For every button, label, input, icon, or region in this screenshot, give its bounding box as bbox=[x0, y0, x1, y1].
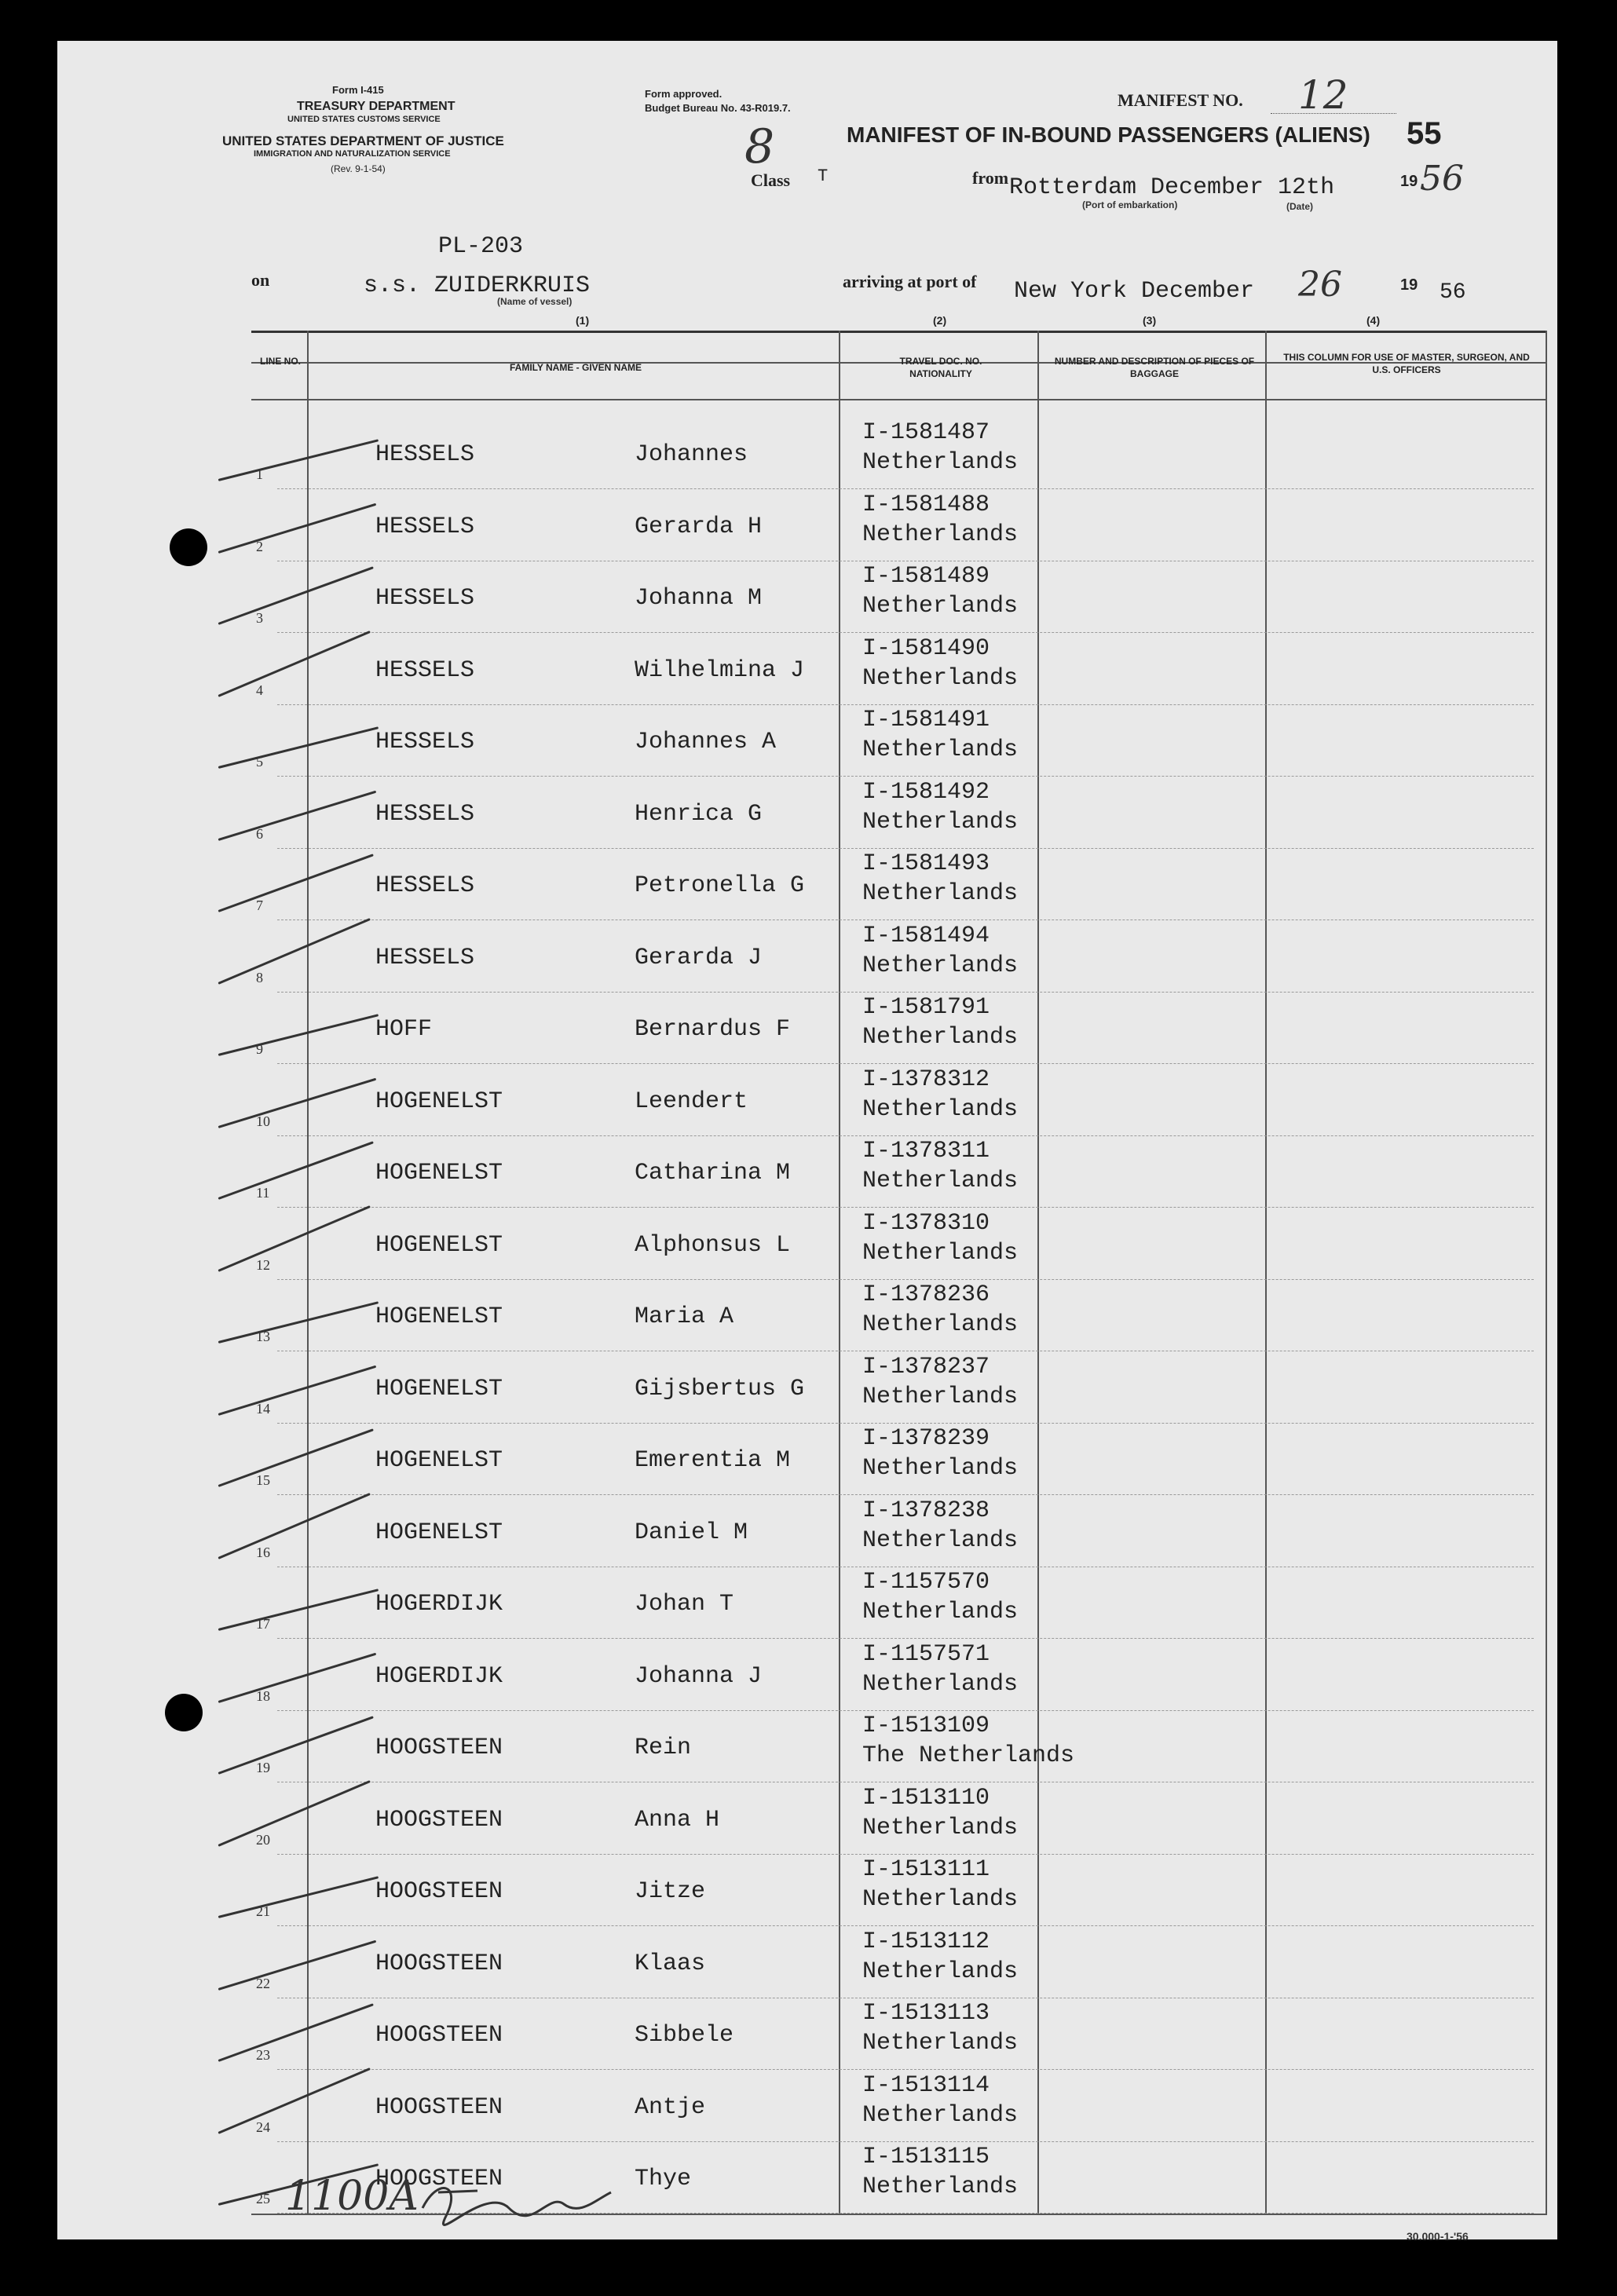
line-number: 24 bbox=[256, 2119, 270, 2135]
line-number: 16 bbox=[256, 1544, 270, 1560]
signature-scribble bbox=[415, 2169, 619, 2232]
line-number: 7 bbox=[256, 898, 263, 913]
from-value: Rotterdam December 12th bbox=[1009, 174, 1335, 201]
check-mark bbox=[218, 503, 377, 553]
travel-doc-cell bbox=[862, 1567, 1018, 1627]
nationality: Netherlands bbox=[862, 1526, 1019, 1554]
check-mark bbox=[218, 439, 379, 481]
given-name: Antje bbox=[635, 2093, 706, 2121]
line-number: 8 bbox=[256, 969, 263, 985]
check-mark bbox=[218, 631, 370, 697]
line-number: 4 bbox=[256, 682, 263, 698]
travel-doc-cell bbox=[862, 1136, 1018, 1196]
treasury-dept: TREASURY DEPARTMENT bbox=[297, 100, 455, 113]
line-number: 3 bbox=[256, 610, 263, 626]
passenger-row bbox=[57, 634, 1557, 706]
colhead-line-no: LINE NO. bbox=[259, 356, 301, 367]
nationality: Netherlands bbox=[862, 1311, 1019, 1338]
passenger-row bbox=[57, 705, 1557, 777]
arrival-year-prefix: 19 bbox=[1400, 276, 1418, 294]
check-mark bbox=[218, 726, 379, 769]
check-mark bbox=[218, 1428, 373, 1487]
line-number: 6 bbox=[256, 825, 263, 842]
given-name: Gerarda J bbox=[635, 944, 763, 971]
travel-doc-cell bbox=[862, 1280, 1018, 1340]
given-name: Alphonsus L bbox=[635, 1231, 791, 1259]
family-name: HESSELS bbox=[375, 944, 475, 971]
arrival-port: New York December bbox=[1014, 278, 1255, 305]
line-number: 21 bbox=[256, 1903, 270, 1919]
colhead-name: FAMILY NAME - GIVEN NAME bbox=[509, 362, 642, 373]
travel-doc-cell bbox=[862, 561, 1018, 621]
line-number: 20 bbox=[256, 1831, 270, 1848]
table-top-border bbox=[251, 331, 1547, 333]
family-name: HOFF bbox=[375, 1016, 433, 1043]
nationality: Netherlands bbox=[862, 1239, 1019, 1267]
passenger-row bbox=[57, 1640, 1557, 1712]
col3-num: (3) bbox=[1143, 314, 1157, 327]
line-number: 1 bbox=[256, 466, 263, 482]
class-value: T bbox=[818, 166, 829, 186]
family-name: HESSELS bbox=[375, 441, 475, 468]
travel-doc-cell bbox=[862, 1711, 1074, 1771]
check-mark bbox=[218, 1940, 377, 1990]
passenger-row bbox=[57, 490, 1557, 562]
travel-doc-cell bbox=[862, 921, 1018, 981]
nationality: Netherlands bbox=[862, 1455, 1019, 1482]
passenger-row bbox=[57, 993, 1557, 1065]
travel-doc-number: I-1157571 bbox=[862, 1640, 990, 1668]
family-name: HESSELS bbox=[375, 656, 475, 684]
passenger-row bbox=[57, 561, 1557, 634]
passenger-row bbox=[57, 1352, 1557, 1424]
family-name: HOGENELST bbox=[375, 1303, 503, 1330]
check-mark bbox=[218, 1493, 370, 1559]
family-name: HOGERDIJK bbox=[375, 1662, 503, 1690]
travel-doc-number: I-1513109 bbox=[862, 1713, 990, 1739]
vessel-name: s.s. ZUIDERKRUIS bbox=[364, 272, 591, 299]
family-name: HOOGSTEEN bbox=[375, 2022, 503, 2049]
check-mark bbox=[218, 1716, 373, 1775]
ins-service: IMMIGRATION AND NATURALIZATION SERVICE bbox=[254, 149, 451, 159]
check-mark bbox=[218, 1014, 379, 1056]
arrival-day: 26 bbox=[1298, 265, 1342, 305]
line-number: 19 bbox=[256, 1760, 270, 1775]
family-name: HOOGSTEEN bbox=[375, 2093, 503, 2121]
travel-doc-cell bbox=[862, 1640, 1018, 1699]
travel-doc-number: I-1581493 bbox=[862, 850, 990, 877]
given-name: Maria A bbox=[635, 1303, 734, 1330]
form-approved: Form approved. bbox=[645, 88, 723, 100]
colhead-travel-doc: TRAVEL DOC. NO. NATIONALITY bbox=[899, 356, 982, 379]
nationality: Netherlands bbox=[862, 2174, 1019, 2200]
revision: (Rev. 9-1-54) bbox=[331, 163, 386, 174]
check-mark bbox=[218, 1365, 377, 1415]
travel-doc-number: I-1378238 bbox=[862, 1497, 990, 1524]
nationality: Netherlands bbox=[862, 1024, 1019, 1051]
family-name: HOOGSTEEN bbox=[375, 1806, 503, 1834]
family-name: HESSELS bbox=[375, 800, 475, 828]
family-name: HOGENELST bbox=[375, 1519, 503, 1546]
class-label: Class bbox=[751, 170, 791, 190]
on-label: on bbox=[251, 270, 270, 290]
nationality: Netherlands bbox=[862, 1599, 1019, 1625]
travel-doc-cell bbox=[862, 418, 1018, 477]
passenger-row bbox=[57, 1496, 1557, 1568]
passenger-row bbox=[57, 849, 1557, 921]
check-mark bbox=[218, 1780, 370, 1847]
travel-doc-cell bbox=[862, 777, 1018, 837]
from-sub2: (Date) bbox=[1286, 201, 1314, 212]
nationality: Netherlands bbox=[862, 808, 1019, 835]
nationality: Netherlands bbox=[862, 1168, 1019, 1194]
passenger-row bbox=[57, 2071, 1557, 2143]
list-code: PL-203 bbox=[438, 233, 524, 260]
nationality: Netherlands bbox=[862, 1670, 1019, 1698]
given-name: Henrica G bbox=[635, 800, 763, 828]
passenger-row bbox=[57, 1065, 1557, 1137]
family-name: HOOGSTEEN bbox=[375, 2166, 503, 2192]
travel-doc-number: I-1378237 bbox=[862, 1353, 990, 1380]
travel-doc-number: I-1581489 bbox=[862, 563, 990, 590]
check-mark bbox=[218, 790, 377, 840]
family-name: HOGENELST bbox=[375, 1375, 503, 1402]
check-mark bbox=[218, 1301, 379, 1344]
travel-doc-cell bbox=[862, 1208, 1018, 1268]
family-name: HOOGSTEEN bbox=[375, 1878, 503, 1905]
travel-doc-cell bbox=[862, 2071, 1018, 2130]
family-name: HOGENELST bbox=[375, 1447, 503, 1474]
passenger-row bbox=[57, 1927, 1557, 1999]
nationality: Netherlands bbox=[862, 2101, 1019, 2129]
travel-doc-cell bbox=[862, 634, 1018, 693]
nationality: Netherlands bbox=[862, 2030, 1019, 2057]
given-name: Johanna M bbox=[635, 585, 763, 612]
colhead-baggage: NUMBER AND DESCRIPTION OF PIECES OF BAGGAGE bbox=[1054, 356, 1255, 379]
manifest-no-value: 12 bbox=[1298, 72, 1348, 118]
given-name: Catharina M bbox=[635, 1160, 791, 1186]
passenger-row bbox=[57, 2142, 1557, 2214]
travel-doc-number: I-1581491 bbox=[862, 707, 990, 733]
line-number: 2 bbox=[256, 538, 263, 554]
travel-doc-cell bbox=[862, 1927, 1018, 1987]
manifest-no-label: MANIFEST NO. bbox=[1118, 90, 1243, 110]
travel-doc-cell bbox=[862, 490, 1018, 550]
given-name: Johannes bbox=[635, 441, 748, 468]
arrival-year: 56 bbox=[1440, 280, 1466, 305]
line-number: 14 bbox=[256, 1400, 270, 1417]
travel-doc-number: I-1581487 bbox=[862, 419, 990, 446]
nationality: Netherlands bbox=[862, 449, 1019, 476]
check-mark bbox=[218, 2067, 370, 2134]
travel-doc-cell bbox=[862, 1998, 1018, 2058]
travel-doc-cell bbox=[862, 1065, 1018, 1124]
line-number: 9 bbox=[256, 1041, 263, 1057]
travel-doc-cell bbox=[862, 1496, 1018, 1556]
passenger-row bbox=[57, 1280, 1557, 1352]
given-name: Anna H bbox=[635, 1806, 720, 1834]
travel-doc-number: I-1513114 bbox=[862, 2071, 990, 2099]
travel-doc-number: I-1513110 bbox=[862, 1784, 990, 1812]
family-name: HOOGSTEEN bbox=[375, 1950, 503, 1977]
travel-doc-number: I-1378236 bbox=[862, 1281, 990, 1308]
justice-dept: UNITED STATES DEPARTMENT OF JUSTICE bbox=[222, 133, 504, 148]
given-name: Johan T bbox=[635, 1591, 734, 1618]
given-name: Jitze bbox=[635, 1878, 706, 1905]
travel-doc-cell bbox=[862, 1352, 1018, 1412]
given-name: Leendert bbox=[635, 1088, 748, 1115]
col4-num: (4) bbox=[1366, 314, 1381, 327]
passenger-row bbox=[57, 1136, 1557, 1208]
travel-doc-number: I-1513112 bbox=[862, 1928, 990, 1955]
given-name: Johannes A bbox=[635, 729, 777, 755]
given-name: Gijsbertus G bbox=[635, 1375, 805, 1402]
given-name: Johanna J bbox=[635, 1662, 763, 1690]
family-name: HOGENELST bbox=[375, 1088, 503, 1115]
line-number: 13 bbox=[256, 1329, 270, 1344]
travel-doc-number: I-1581488 bbox=[862, 491, 990, 518]
passenger-row bbox=[57, 1783, 1557, 1855]
passenger-row bbox=[57, 1567, 1557, 1640]
travel-doc-cell bbox=[862, 2142, 1018, 2202]
nationality: Netherlands bbox=[862, 1886, 1019, 1913]
travel-doc-number: I-1581490 bbox=[862, 634, 990, 662]
check-mark bbox=[218, 2003, 373, 2062]
nationality: Netherlands bbox=[862, 1095, 1019, 1123]
footer-code: 30.000-1-'56 bbox=[1407, 2230, 1469, 2243]
arriving-label: arriving at port of bbox=[843, 272, 977, 291]
customs-service: UNITED STATES CUSTOMS SERVICE bbox=[287, 115, 441, 124]
travel-doc-number: I-1581791 bbox=[862, 994, 990, 1021]
passenger-row bbox=[57, 1208, 1557, 1281]
given-name: Thye bbox=[635, 2166, 692, 2192]
family-name: HESSELS bbox=[375, 729, 475, 755]
line-number: 10 bbox=[256, 1113, 270, 1129]
nationality: Netherlands bbox=[862, 1814, 1019, 1841]
manifest-no-line bbox=[1271, 113, 1396, 114]
line-number: 25 bbox=[256, 2191, 270, 2206]
line-number: 23 bbox=[256, 2047, 270, 2063]
class-hand: 8 bbox=[744, 119, 775, 174]
manifest-page bbox=[57, 41, 1557, 2243]
passenger-row bbox=[57, 1855, 1557, 1927]
family-name: HOOGSTEEN bbox=[375, 1735, 503, 1761]
given-name: Gerarda H bbox=[635, 513, 763, 540]
travel-doc-cell bbox=[862, 1424, 1018, 1483]
travel-doc-number: I-1513115 bbox=[862, 2144, 990, 2170]
travel-doc-number: I-1581492 bbox=[862, 778, 990, 806]
check-mark bbox=[218, 1589, 379, 1631]
nationality: The Netherlands bbox=[862, 1742, 1075, 1769]
colhead-officers: THIS COLUMN FOR USE OF MASTER, SURGEON, AND U.S. OFFICERS bbox=[1283, 352, 1530, 375]
from-label: from bbox=[972, 168, 1009, 188]
line-number: 22 bbox=[256, 1975, 270, 1991]
line-number: 17 bbox=[256, 1616, 270, 1632]
check-mark bbox=[218, 918, 370, 985]
nationality: Netherlands bbox=[862, 521, 1019, 548]
travel-doc-number: I-1378239 bbox=[862, 1425, 990, 1452]
passenger-row bbox=[57, 1424, 1557, 1496]
family-name: HESSELS bbox=[375, 585, 475, 612]
line-number: 12 bbox=[256, 1256, 270, 1273]
nationality: Netherlands bbox=[862, 593, 1019, 620]
given-name: Emerentia M bbox=[635, 1447, 791, 1474]
family-name: HESSELS bbox=[375, 872, 475, 899]
given-name: Bernardus F bbox=[635, 1016, 791, 1043]
nationality: Netherlands bbox=[862, 664, 1019, 692]
page-number: 55 bbox=[1407, 116, 1442, 151]
travel-doc-cell bbox=[862, 993, 1018, 1052]
line-number: 5 bbox=[256, 754, 263, 770]
passenger-row bbox=[57, 418, 1557, 490]
travel-doc-number: I-1157570 bbox=[862, 1569, 990, 1596]
family-name: HOGENELST bbox=[375, 1231, 503, 1259]
given-name: Wilhelmina J bbox=[635, 656, 805, 684]
given-name: Klaas bbox=[635, 1950, 706, 1977]
travel-doc-number: I-1513111 bbox=[862, 1856, 990, 1883]
passenger-row bbox=[57, 777, 1557, 850]
vessel-sub: (Name of vessel) bbox=[497, 296, 573, 307]
passenger-row bbox=[57, 921, 1557, 993]
given-name: Daniel M bbox=[635, 1519, 748, 1546]
check-mark bbox=[218, 1652, 377, 1702]
nationality: Netherlands bbox=[862, 1958, 1019, 1985]
line-number: 11 bbox=[256, 1185, 270, 1201]
budget-bureau: Budget Bureau No. 43-R019.7. bbox=[645, 102, 791, 114]
check-mark bbox=[218, 1876, 379, 1918]
travel-doc-cell bbox=[862, 1855, 1018, 1914]
check-mark bbox=[218, 1077, 377, 1128]
travel-doc-number: I-1378310 bbox=[862, 1209, 990, 1237]
check-mark bbox=[218, 1205, 370, 1272]
nationality: Netherlands bbox=[862, 952, 1019, 979]
nationality: Netherlands bbox=[862, 737, 1019, 763]
form-id: Form I-415 bbox=[332, 84, 384, 96]
table-header-bottom bbox=[251, 399, 1547, 400]
travel-doc-cell bbox=[862, 1783, 1018, 1843]
family-name: HOGENELST bbox=[375, 1160, 503, 1186]
manifest-title: MANIFEST OF IN-BOUND PASSENGERS (ALIENS) bbox=[847, 122, 1370, 147]
check-mark bbox=[218, 1141, 373, 1200]
line-number: 18 bbox=[256, 1687, 270, 1704]
travel-doc-number: I-1581494 bbox=[862, 922, 990, 949]
col2-num: (2) bbox=[933, 314, 947, 327]
travel-doc-cell bbox=[862, 705, 1018, 765]
line-number: 15 bbox=[256, 1472, 270, 1488]
given-name: Petronella G bbox=[635, 872, 805, 899]
family-name: HESSELS bbox=[375, 513, 475, 540]
given-name: Sibbele bbox=[635, 2022, 734, 2049]
travel-doc-number: I-1378311 bbox=[862, 1138, 990, 1164]
check-mark bbox=[218, 854, 373, 912]
bottom-annotation: 1100A bbox=[285, 2173, 419, 2220]
travel-doc-number: I-1378312 bbox=[862, 1066, 990, 1093]
from-year: 56 bbox=[1420, 159, 1464, 199]
nationality: Netherlands bbox=[862, 1383, 1019, 1410]
nationality: Netherlands bbox=[862, 880, 1019, 907]
travel-doc-cell bbox=[862, 849, 1018, 909]
check-mark bbox=[218, 566, 373, 625]
family-name: HOGERDIJK bbox=[375, 1591, 503, 1618]
given-name: Rein bbox=[635, 1735, 692, 1761]
passenger-row bbox=[57, 1998, 1557, 2071]
from-sub1: (Port of embarkation) bbox=[1082, 199, 1178, 210]
from-year-prefix: 19 bbox=[1400, 173, 1418, 190]
passenger-row bbox=[57, 1711, 1557, 1783]
travel-doc-number: I-1513113 bbox=[862, 2000, 990, 2027]
col1-num: (1) bbox=[576, 314, 590, 327]
